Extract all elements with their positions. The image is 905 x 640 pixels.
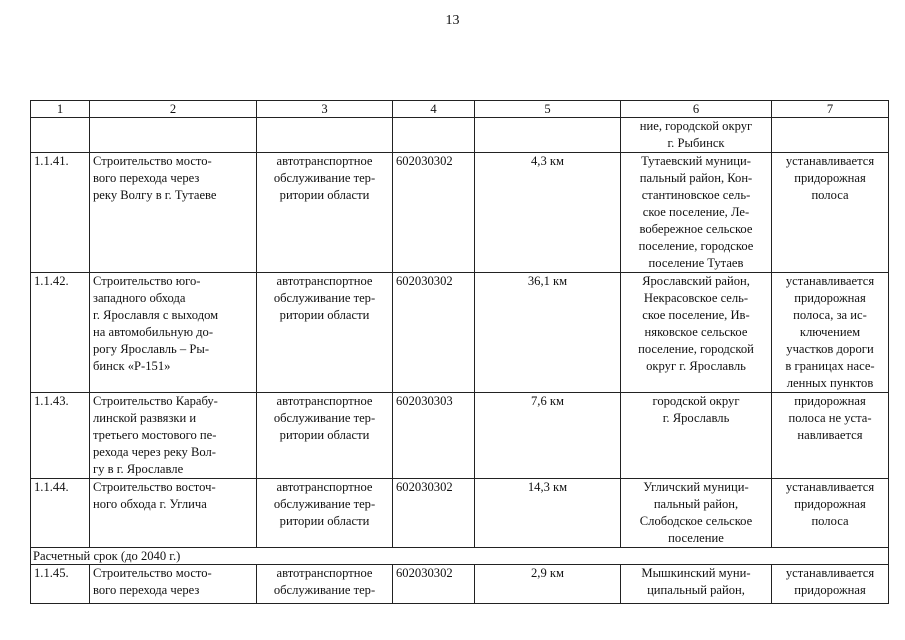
table-row: [31, 393, 889, 479]
purpose-cell: автотранспортное обслуживание тер-: [257, 565, 393, 604]
header-cell: 3: [257, 101, 393, 118]
zone-cell: устанавливается придорожная полоса: [772, 153, 889, 273]
row-number-cell: 1.1.43.: [31, 393, 90, 479]
location-cell: городской округ г. Ярославль: [621, 393, 772, 479]
length-cell: 2,9 км: [475, 565, 621, 604]
header-cell: 5: [475, 101, 621, 118]
table-cell: [257, 118, 393, 153]
row-number-cell: 1.1.41.: [31, 153, 90, 273]
zone-cell: устанавливается придорожная полоса, за ис- ключением участков дороги в границах насе- ленных пунктов: [772, 273, 889, 393]
infrastructure-table: [30, 100, 889, 604]
table-cell: [475, 118, 621, 153]
purpose-cell: автотранспортное обслуживание тер- ритории области: [257, 479, 393, 548]
row-number-cell: 1.1.42.: [31, 273, 90, 393]
location-cell: Мышкинский муни- ципальный район,: [621, 565, 772, 604]
object-name-cell: Строительство юго- западного обхода г. Ярославля с выходом на автомобильную до- рогу Ярославль – Ры- бинск «Р-151»: [90, 273, 257, 393]
row-number-cell: 1.1.45.: [31, 565, 90, 604]
location-cell: Тутаевский муници- пальный район, Кон- стантиновское сель- ское поселение, Ле- вобережное сельское поселение, городское поселение Тутаев: [621, 153, 772, 273]
location-cell: Ярославский район, Некрасовское сель- ское поселение, Ив- няковское сельское поселение, городской округ г. Ярославль: [621, 273, 772, 393]
purpose-cell: автотранспортное обслуживание тер- ритории области: [257, 273, 393, 393]
header-cell: 7: [772, 101, 889, 118]
location-cell: ние, городской округ г. Рыбинск: [621, 118, 772, 153]
table-cell: [772, 118, 889, 153]
code-cell: 602030303: [393, 393, 475, 479]
object-name-cell: Строительство мосто- вого перехода через реку Волгу в г. Тутаеве: [90, 153, 257, 273]
header-cell: 1: [31, 101, 90, 118]
zone-cell: устанавливается придорожная полоса: [772, 479, 889, 548]
length-cell: 36,1 км: [475, 273, 621, 393]
table-row: [31, 273, 889, 393]
location-cell: Угличский муници- пальный район, Слободское сельское поселение: [621, 479, 772, 548]
object-name-cell: Строительство мосто- вого перехода через: [90, 565, 257, 604]
table-row-continuation: [31, 118, 889, 153]
length-cell: 4,3 км: [475, 153, 621, 273]
row-number-cell: 1.1.44.: [31, 479, 90, 548]
code-cell: 602030302: [393, 565, 475, 604]
zone-cell: придорожная полоса не уста- навливается: [772, 393, 889, 479]
page-number: 13: [445, 13, 460, 28]
code-cell: 602030302: [393, 273, 475, 393]
period-label: Расчетный срок (до 2040 г.): [31, 548, 889, 565]
table-header-row: [31, 101, 889, 118]
header-cell: 4: [393, 101, 475, 118]
length-cell: 14,3 км: [475, 479, 621, 548]
code-cell: 602030302: [393, 153, 475, 273]
length-cell: 7,6 км: [475, 393, 621, 479]
object-name-cell: Строительство Карабу- линской развязки и третьего мостового пе- рехода через реку Вол- гу в г. Ярославле: [90, 393, 257, 479]
table-cell: [393, 118, 475, 153]
header-cell: 6: [621, 101, 772, 118]
table-row: [31, 565, 889, 604]
object-name-cell: Строительство восточ- ного обхода г. Углича: [90, 479, 257, 548]
table-cell: [31, 118, 90, 153]
code-cell: 602030302: [393, 479, 475, 548]
period-row: [31, 548, 889, 565]
header-cell: 2: [90, 101, 257, 118]
purpose-cell: автотранспортное обслуживание тер- ритории области: [257, 153, 393, 273]
zone-cell: устанавливается придорожная: [772, 565, 889, 604]
table-cell: [90, 118, 257, 153]
purpose-cell: автотранспортное обслуживание тер- ритории области: [257, 393, 393, 479]
table-row: [31, 479, 889, 548]
table-row: [31, 153, 889, 273]
